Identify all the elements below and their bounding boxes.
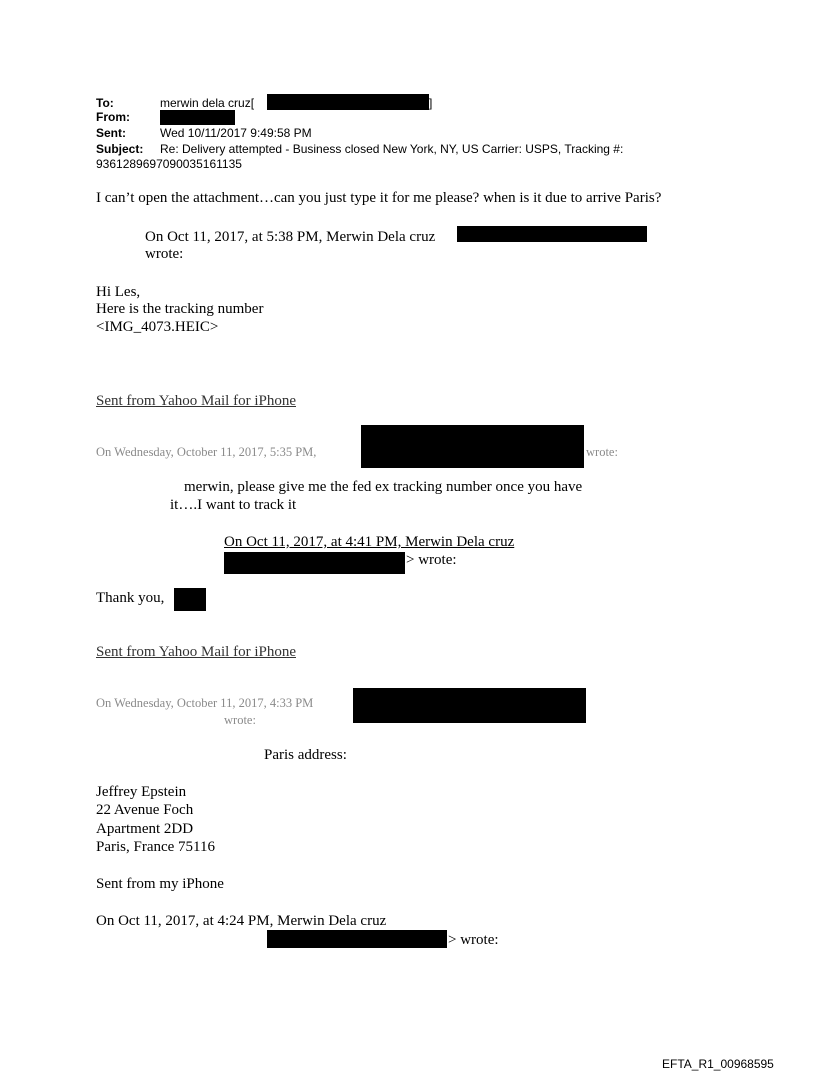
sent-label: Sent: [96, 126, 126, 140]
redaction-quote-2-sender [361, 425, 584, 468]
quote-2-prefix: On Wednesday, October 11, 2017, 5:35 PM, [96, 445, 317, 459]
message-2-line-2: it….I want to track it [170, 497, 297, 513]
redaction-to-email [267, 94, 429, 110]
quote-5-line-2: > wrote: [448, 932, 499, 948]
attachment-name: <IMG_4073.HEIC> [96, 319, 219, 335]
greeting: Hi Les, [96, 284, 141, 300]
message-2-line-1: merwin, please give me the fed ex tracking number once you have [184, 479, 583, 495]
quote-2-suffix: wrote: [586, 445, 618, 459]
address-apartment: Apartment 2DD [96, 821, 194, 837]
thank-you: Thank you, [96, 590, 165, 606]
quote-4-prefix: On Wednesday, October 11, 2017, 4:33 PM [96, 696, 314, 710]
subject-label: Subject: [96, 142, 144, 156]
to-label: To: [96, 96, 114, 110]
quote-1-line-2: wrote: [145, 246, 184, 262]
subject-continuation: 9361289697090035161135 [96, 157, 242, 171]
sent-value: Wed 10/11/2017 9:49:58 PM [160, 126, 312, 140]
tracking-line: Here is the tracking number [96, 301, 264, 317]
from-label: From: [96, 110, 130, 124]
quote-3-line-2: > wrote: [406, 552, 457, 568]
redaction-quote-5-email [267, 930, 447, 948]
to-value: merwin dela cruz[ [160, 96, 255, 110]
to-close: ] [429, 96, 433, 110]
message-1: I can’t open the attachment…can you just type it for me please? when is it due to arrive Paris? [96, 190, 662, 206]
redaction-quote-3-email [224, 552, 405, 574]
address-street: 22 Avenue Foch [96, 802, 194, 818]
quote-3-line-1 [224, 533, 514, 551]
redaction-quote-1-email [457, 226, 647, 242]
quote-1-line-1: On Oct 11, 2017, at 5:38 PM, Merwin Dela cruz [145, 229, 436, 245]
paris-address-label: Paris address: [264, 747, 347, 763]
sent-from-yahoo-link-1[interactable]: Sent from Yahoo Mail for iPhone [96, 393, 296, 409]
address-name: Jeffrey Epstein [96, 784, 187, 800]
subject-value: Re: Delivery attempted - Business closed New York, NY, US Carrier: USPS, Tracking #: [160, 142, 624, 156]
sent-from-iphone: Sent from my iPhone [96, 876, 224, 892]
redaction-from [160, 110, 235, 125]
address-city: Paris, France 75116 [96, 839, 216, 855]
redaction-quote-4-sender [353, 688, 586, 723]
quote-3-underlined: On Oct 11, 2017, at 4:41 PM, Merwin Dela cruz [224, 534, 515, 550]
document-id: EFTA_R1_00968595 [662, 1057, 774, 1071]
sent-from-yahoo-link-2[interactable]: Sent from Yahoo Mail for iPhone [96, 644, 296, 660]
quote-5-line-1: On Oct 11, 2017, at 4:24 PM, Merwin Dela cruz [96, 913, 387, 929]
quote-4-suffix: wrote: [224, 713, 256, 727]
redaction-signature-name [174, 588, 206, 611]
